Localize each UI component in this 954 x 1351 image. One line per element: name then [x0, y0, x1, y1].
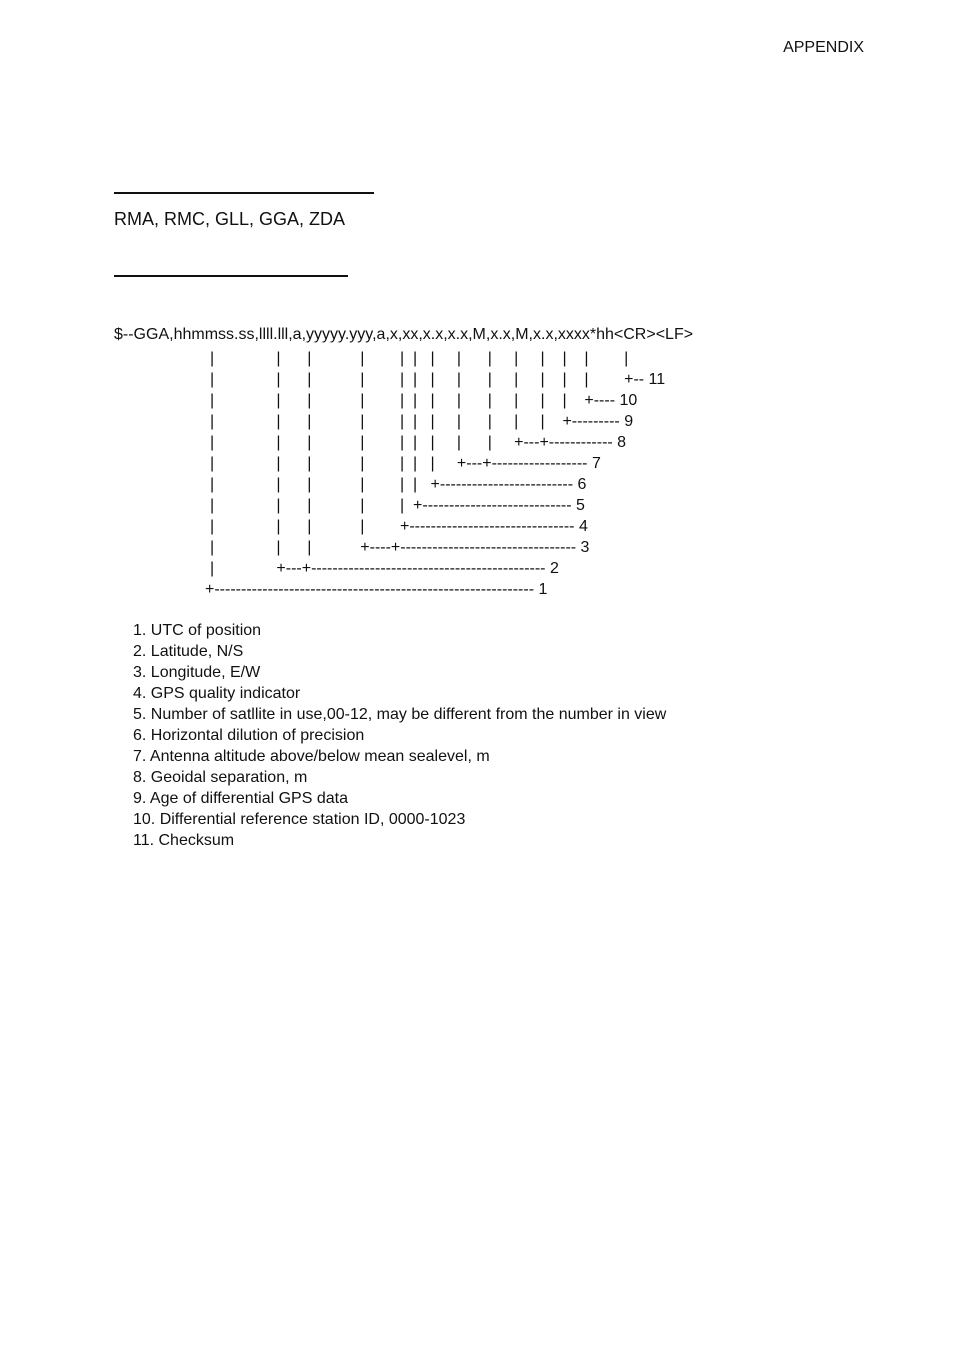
diagram-row: | | | +----+--------------------------------- 3: [210, 539, 590, 556]
diagram-row: | | | | | | | +---+------------------ 7: [210, 455, 601, 472]
field-definition: 1. UTC of position: [133, 622, 262, 639]
diagram-row: | | | | | | | | | | | | | +-- 11: [210, 371, 666, 388]
field-definition: 7. Antenna altitude above/below mean sealevel, m: [133, 748, 490, 765]
field-definition: 5. Number of satllite in use,00-12, may be different from the number in view: [133, 706, 667, 723]
field-definition: 4. GPS quality indicator: [133, 685, 301, 702]
field-definition: 9. Age of differential GPS data: [133, 790, 348, 807]
diagram-row: | | | | +------------------------------- 4: [210, 518, 588, 535]
sentence-list: RMA, RMC, GLL, GGA, ZDA: [114, 209, 346, 229]
diagram-row: | | | | | +---------------------------- 5: [210, 497, 585, 514]
diagram-row: | +---+-------------------------------------------- 2: [210, 560, 559, 577]
field-definition: 11. Checksum: [133, 832, 235, 849]
section-divider-top: [114, 192, 374, 194]
field-pointer-diagram: [0, 348, 954, 600]
field-definition: 10. Differential reference station ID, 0000-1023: [133, 811, 466, 828]
gga-format-string: $--GGA,hhmmss.ss,llll.lll,a,yyyyy.yyy,a,x,xx,x.x,x.x,M,x.x,M,x.x,xxxx*hh<CR><LF>: [114, 326, 694, 343]
field-definition: 3. Longitude, E/W: [133, 664, 261, 681]
field-definition: 8. Geoidal separation, m: [133, 769, 308, 786]
diagram-row: +------------------------------------------------------------ 1: [205, 581, 548, 598]
diagram-row: | | | | | | +------------------------- 6: [210, 476, 587, 493]
section-divider-bottom: [114, 275, 348, 277]
diagram-row: | | | | | | | | | | | +--------- 9: [210, 413, 634, 430]
diagram-row: | | | | | | | | | +---+------------ 8: [210, 434, 627, 451]
field-definitions-list: [133, 620, 666, 851]
field-definition: 6. Horizontal dilution of precision: [133, 727, 365, 744]
diagram-row: | | | | | | | | | | | | | |: [210, 350, 629, 367]
field-definition: 2. Latitude, N/S: [133, 643, 244, 660]
page-header-appendix: APPENDIX: [783, 39, 864, 56]
diagram-row: | | | | | | | | | | | | +---- 10: [210, 392, 638, 409]
